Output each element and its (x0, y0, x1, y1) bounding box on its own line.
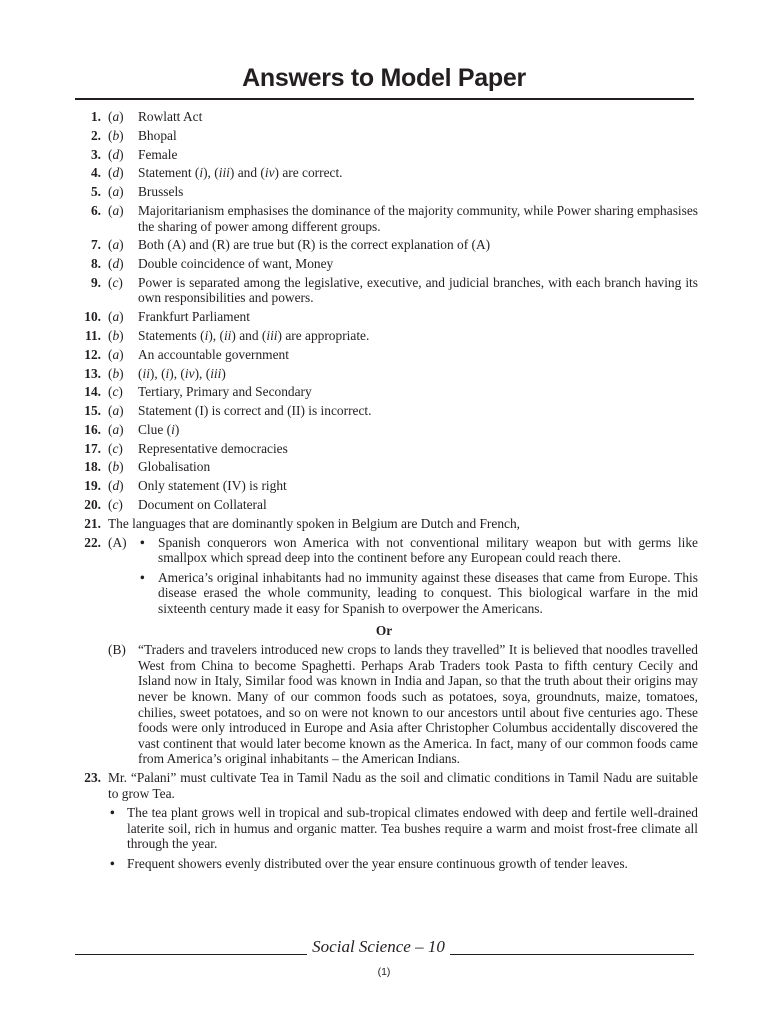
question-number: 23. (84, 769, 101, 785)
answers-content (70, 109, 698, 875)
answer-text: (ii), (i), (iv), (iii) (138, 365, 226, 381)
option-letter: (a) (108, 202, 124, 218)
question-number: 4. (90, 165, 101, 181)
option-letter: (c) (108, 497, 123, 513)
option-letter: (d) (108, 146, 124, 162)
part-b-text: “Traders and travelers introduced new crops to lands they travelled” It is believed that noodles travelled West from China to become Spaghetti. Perhaps Arab Traders took Pasta to fifth century Cecily and Island now in Italy, Similar food was known in India and Japan, so that the truth about their origins may never be known. Many of our common foods such as potatoes, soya, groundnuts, maize, tomatoes, chilies, sweet potatoes, and so on were not known to our ancestors until about five centuries ago. These foods were only introduced in Europe and Asia after Christopher Columbus accidentally discovered the vast continent that would later become known as the America. In fact, many of our common foods came from America’s original inhabitants – the American Indians. (138, 642, 698, 767)
answer-text: Statements (i), (ii) and (iii) are appropriate. (138, 328, 370, 343)
bullet-marker: • (110, 805, 115, 821)
question-number: 12. (84, 346, 101, 362)
question-number: 20. (84, 497, 101, 513)
answer-text: Statement (I) is correct and (II) is incorrect. (138, 403, 372, 419)
answer-22 (70, 535, 698, 621)
option-letter: (d) (108, 478, 124, 494)
answer-row (70, 309, 698, 325)
answer-row (70, 203, 698, 234)
question-number: 1. (90, 109, 101, 124)
question-number: 9. (90, 274, 101, 290)
option-letter: (a) (108, 309, 124, 325)
option-letter: (a) (108, 346, 124, 362)
answer-row (70, 366, 698, 382)
footer-book-title: Social Science – 10 (312, 937, 445, 956)
answer-row (70, 347, 698, 363)
answer-text: Representative democracies (138, 440, 288, 456)
answer-row (70, 165, 698, 181)
option-letter: (a) (108, 184, 124, 200)
bullet-text: America’s original inhabitants had no immunity against these diseases that came from Europe. This disease erased the whole community, leading to conquest. This biological warfare in the mid sixteenth century made it easy for Spanish to overpower the Americans. (158, 569, 698, 616)
answer-row (70, 109, 698, 125)
answer-23-bullets (70, 805, 698, 871)
answer-text: Tertiary, Primary and Secondary (138, 384, 312, 400)
page-number: (1) (377, 966, 391, 978)
bullet-text: Frequent showers evenly distributed over the year ensure continuous growth of tender leaves. (127, 855, 628, 871)
answer-text: Female (138, 146, 178, 162)
answer-text: Rowlatt Act (138, 109, 203, 124)
option-letter: (d) (108, 256, 124, 272)
bullet-item (138, 570, 698, 617)
bullet-marker: • (140, 534, 145, 550)
answer-row (70, 128, 698, 144)
footer-rule-left (75, 954, 307, 955)
answer-row (70, 441, 698, 457)
bullet-item (108, 856, 698, 872)
answer-text: Double coincidence of want, Money (138, 256, 334, 272)
bullet-marker: • (110, 855, 115, 871)
option-letter: (b) (108, 459, 124, 475)
question-number: 3. (90, 146, 101, 162)
answer-row (70, 275, 698, 306)
bullet-marker: • (140, 569, 145, 585)
question-number: 21. (84, 515, 101, 531)
answer-row (70, 184, 698, 200)
or-divider: Or (375, 622, 393, 638)
question-number: 8. (90, 256, 101, 272)
answer-row (70, 422, 698, 438)
part-a-body (138, 535, 698, 621)
answer-text: Mr. “Palani” must cultivate Tea in Tamil Nadu as the soil and climatic conditions in Tamil Nadu are suitable to grow Tea. (108, 769, 698, 801)
answer-text: Clue (i) (138, 421, 180, 437)
answer-text: Majoritarianism emphasises the dominance of the majority community, while Power sharing emphasises the sharing of power among different groups. (138, 202, 698, 234)
page-title: Answers to Model Paper (242, 64, 526, 92)
answer-text: Statement (i), (iii) and (iv) are correct. (138, 165, 343, 181)
option-letter: (b) (108, 127, 124, 143)
question-number: 11. (85, 328, 101, 343)
question-number: 19. (84, 478, 101, 494)
question-number: 2. (90, 127, 101, 143)
answer-text: Globalisation (138, 459, 211, 475)
bullet-text: Spanish conquerors won America with not conventional military weapon but with germs like smallpox which spread deep into the continent before any European could reach there. (158, 534, 698, 566)
option-letter: (a) (108, 421, 124, 437)
answer-22-part-b (70, 642, 698, 767)
part-b-label: (B) (108, 642, 126, 658)
question-number: 15. (84, 403, 101, 419)
answer-text: Document on Collateral (138, 497, 267, 513)
question-number: 6. (90, 202, 101, 218)
answer-row (70, 459, 698, 475)
question-number: 10. (84, 309, 101, 325)
question-number: 7. (90, 237, 101, 253)
answer-text: An accountable government (138, 346, 289, 362)
answer-23 (70, 770, 698, 801)
option-letter: (d) (108, 165, 124, 181)
answer-text: The languages that are dominantly spoken in Belgium are Dutch and French, (108, 515, 521, 531)
option-letter: (a) (108, 237, 124, 253)
answer-text: Only statement (IV) is right (138, 478, 287, 494)
option-letter: (c) (108, 274, 123, 290)
answer-row (70, 497, 698, 513)
answer-text: Frankfurt Parliament (138, 309, 250, 325)
part-a-label: (A) (108, 534, 127, 550)
answer-row (70, 147, 698, 163)
bullet-text: The tea plant grows well in tropical and sub-tropical climates endowed with deep and fertile well-drained laterite soil, rich in humus and organic matter. Tea bushes require a warm and moist frost-free climate all through the year. (127, 805, 698, 852)
question-number: 18. (84, 459, 101, 475)
bullet-item (138, 535, 698, 566)
option-letter: (c) (108, 440, 123, 456)
answer-row (70, 403, 698, 419)
question-number: 17. (84, 440, 101, 456)
title-rule (75, 98, 694, 100)
question-number: 22. (84, 534, 101, 550)
bullet-item (108, 805, 698, 852)
answer-text: Both (A) and (R) are true but (R) is the correct explanation of (A) (138, 237, 491, 253)
option-letter: (c) (108, 384, 123, 400)
answer-text: Brussels (138, 184, 184, 200)
answer-row (70, 328, 698, 344)
question-number: 5. (90, 184, 101, 200)
answer-row (70, 478, 698, 494)
answer-21 (70, 516, 698, 532)
answer-row (70, 384, 698, 400)
answer-row (70, 237, 698, 253)
question-number: 13. (84, 365, 101, 381)
answer-text: Bhopal (138, 127, 177, 143)
footer-rule-right (450, 954, 694, 955)
question-number: 14. (84, 384, 101, 400)
question-number-spacer (70, 642, 108, 767)
option-letter: (a) (108, 403, 124, 419)
option-letter: (b) (108, 365, 124, 381)
answer-row (70, 256, 698, 272)
option-letter: (a) (108, 109, 124, 124)
mcq-answer-list (70, 109, 698, 513)
option-letter: (b) (108, 328, 124, 343)
answer-text: Power is separated among the legislative, executive, and judicial branches, with each branch having its own responsibilities and powers. (138, 274, 698, 306)
question-number: 16. (84, 421, 101, 437)
